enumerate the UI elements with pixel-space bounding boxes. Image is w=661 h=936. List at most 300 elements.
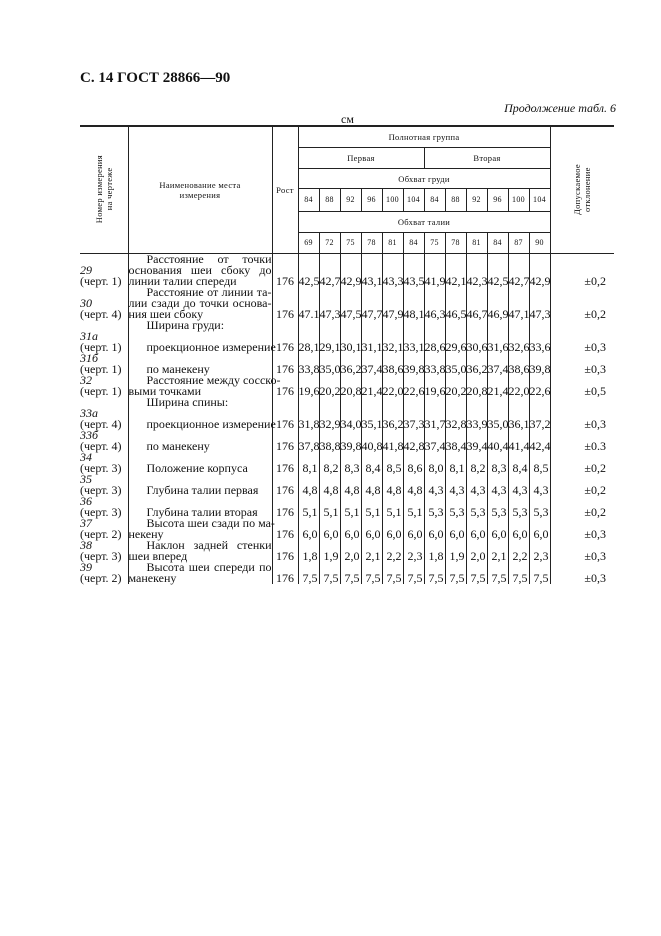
size-value: 5,3 xyxy=(424,496,445,518)
drawing-ref: (черт. 3) xyxy=(80,549,122,563)
size-value: 43,1 xyxy=(361,254,382,288)
size-value: 39,4 xyxy=(466,430,487,452)
table-row xyxy=(80,562,614,584)
size-value: 33,1 xyxy=(403,331,424,353)
deviation-value xyxy=(550,397,614,408)
chest-value: 84 xyxy=(424,189,445,212)
rost-value: 176 xyxy=(272,375,298,397)
measure-number: 30 xyxy=(80,296,92,310)
rost-value: 176 xyxy=(272,287,298,320)
header-group-second: Вторая xyxy=(424,148,550,169)
deviation-value: ±0,3 xyxy=(550,518,614,540)
size-value: 1,8 xyxy=(424,540,445,562)
measure-name-line: Глубина талии первая xyxy=(146,483,259,497)
rost-value xyxy=(272,320,298,331)
size-value: 47,5 xyxy=(340,287,361,320)
waist-value: 81 xyxy=(466,233,487,254)
size-value: 31,7 xyxy=(424,408,445,430)
size-value: 6,0 xyxy=(508,518,529,540)
drawing-ref: (черт. 4) xyxy=(80,307,122,321)
size-value: 8,2 xyxy=(319,452,340,474)
measure-number-cell xyxy=(80,353,128,375)
deviation-value: ±0,2 xyxy=(550,474,614,496)
size-value: 7,5 xyxy=(382,562,403,584)
size-value: 39,8 xyxy=(403,353,424,375)
table-row xyxy=(80,474,614,496)
measure-name-cell xyxy=(128,516,275,541)
measure-name-cell xyxy=(128,408,276,431)
measure-number-cell xyxy=(80,254,128,288)
header-group-first: Первая xyxy=(298,148,424,169)
rost-value: 176 xyxy=(272,562,298,584)
drawing-ref: (черт. 4) xyxy=(80,439,122,453)
waist-value: 78 xyxy=(445,233,466,254)
size-value: 6,0 xyxy=(445,518,466,540)
size-value: 20,8 xyxy=(340,375,361,397)
chest-value: 104 xyxy=(403,189,424,212)
size-value: 42,5 xyxy=(487,254,508,288)
size-value: 5,1 xyxy=(382,496,403,518)
table-row xyxy=(80,287,614,320)
drawing-ref: (черт. 2) xyxy=(80,527,122,541)
measure-name-cell xyxy=(128,452,272,474)
size-value: 8,0 xyxy=(424,452,445,474)
measure-name-cell xyxy=(128,474,272,496)
table-row xyxy=(80,353,614,375)
size-value: 4,8 xyxy=(361,474,382,496)
size-value: 6,0 xyxy=(466,518,487,540)
drawing-ref: (черт. 3) xyxy=(80,461,122,475)
size-value: 8,3 xyxy=(487,452,508,474)
size-value: 8,4 xyxy=(361,452,382,474)
measure-name-cell xyxy=(128,287,272,320)
size-value: 8,3 xyxy=(340,452,361,474)
size-value: 8,4 xyxy=(508,452,529,474)
measure-number-cell xyxy=(80,331,128,353)
size-value xyxy=(487,320,508,331)
size-value: 7,5 xyxy=(445,562,466,584)
chest-value: 96 xyxy=(361,189,382,212)
drawing-ref: (черт. 4) xyxy=(80,417,122,431)
measurements-table xyxy=(80,126,614,584)
measure-name-line: некену xyxy=(128,527,164,541)
size-value: 22,6 xyxy=(403,375,424,397)
size-value: 4,3 xyxy=(529,474,550,496)
drawing-ref: (черт. 3) xyxy=(80,505,122,519)
waist-value: 78 xyxy=(361,233,382,254)
size-value: 2,3 xyxy=(403,540,424,562)
size-value: 5,3 xyxy=(487,496,508,518)
drawing-ref: (черт. 1) xyxy=(80,340,122,354)
size-value xyxy=(319,397,340,408)
measure-name-cell xyxy=(128,540,272,562)
header-rost: Рост xyxy=(272,127,298,254)
size-value: 35,0 xyxy=(319,353,340,375)
measure-number-cell xyxy=(80,287,128,320)
unit-label: см xyxy=(341,112,354,126)
measure-name-line: Расстояние от линии та- xyxy=(146,285,272,299)
size-value: 4,3 xyxy=(466,474,487,496)
measure-number: 39 xyxy=(80,560,92,574)
size-value: 6,0 xyxy=(529,518,550,540)
size-value: 42,7 xyxy=(319,254,340,288)
table-row xyxy=(80,254,614,288)
size-value: 20,8 xyxy=(466,375,487,397)
size-value xyxy=(445,397,466,408)
size-value: 8,6 xyxy=(403,452,424,474)
waist-value: 84 xyxy=(487,233,508,254)
size-value: 8,2 xyxy=(466,452,487,474)
rost-value: 176 xyxy=(272,408,298,430)
measure-name-line: манекену xyxy=(128,571,177,585)
size-value xyxy=(424,397,445,408)
measure-number-cell xyxy=(80,540,128,562)
size-value: 6,0 xyxy=(319,518,340,540)
deviation-value: ±0,3 xyxy=(550,353,614,375)
size-value: 42,1 xyxy=(445,254,466,288)
table-row xyxy=(80,397,614,408)
measure-name-line: ния шеи сбоку xyxy=(128,307,204,321)
size-value: 42,9 xyxy=(340,254,361,288)
deviation-value: ±0,2 xyxy=(550,287,614,320)
size-value: 36,1 xyxy=(508,408,529,430)
drawing-ref: (черт. 1) xyxy=(80,384,122,398)
table-row xyxy=(80,452,614,474)
measure-name-line: Высота шеи сзади по ма- xyxy=(146,516,275,530)
measure-name-line: по манекену xyxy=(146,439,210,453)
size-value: 43,5 xyxy=(403,254,424,288)
rost-value: 176 xyxy=(272,331,298,353)
size-value: 5,1 xyxy=(361,496,382,518)
size-value: 6,0 xyxy=(424,518,445,540)
size-value: 32,1 xyxy=(382,331,403,353)
size-value: 42,7 xyxy=(508,254,529,288)
waist-value: 84 xyxy=(403,233,424,254)
table-row xyxy=(80,408,614,430)
measure-name-line: Положение корпуса xyxy=(146,461,248,475)
waist-value: 81 xyxy=(382,233,403,254)
size-value: 28,1 xyxy=(298,331,319,353)
size-value: 31,8 xyxy=(298,408,319,430)
rost-value: 176 xyxy=(272,254,298,288)
chest-value: 96 xyxy=(487,189,508,212)
size-value: 7,5 xyxy=(319,562,340,584)
deviation-value xyxy=(550,320,614,331)
measure-name-line: Расстояние между сосско- xyxy=(146,373,281,387)
measure-number: 31а xyxy=(80,329,98,343)
deviation-value: ±0,3 xyxy=(550,562,614,584)
rost-value: 176 xyxy=(272,430,298,452)
size-value: 31,6 xyxy=(487,331,508,353)
size-value: 37,4 xyxy=(424,430,445,452)
size-value: 42,3 xyxy=(466,254,487,288)
size-value: 37,2 xyxy=(529,408,550,430)
size-value xyxy=(403,397,424,408)
size-value: 2,2 xyxy=(508,540,529,562)
size-value: 2,1 xyxy=(361,540,382,562)
size-value: 22,0 xyxy=(382,375,403,397)
size-value: 47,3 xyxy=(529,287,550,320)
header-name: Наименование места измерения xyxy=(128,127,272,254)
table-header xyxy=(80,127,614,254)
size-value: 32,9 xyxy=(319,408,340,430)
size-value: 1,8 xyxy=(298,540,319,562)
size-value: 1,9 xyxy=(319,540,340,562)
size-value: 8,5 xyxy=(382,452,403,474)
deviation-value: ±0,3 xyxy=(550,331,614,353)
table-row xyxy=(80,496,614,518)
measure-name-line: Наклон задней стенки xyxy=(146,538,272,552)
waist-value: 75 xyxy=(424,233,445,254)
measure-number-cell xyxy=(80,562,128,584)
size-value: 4,3 xyxy=(424,474,445,496)
waist-value: 90 xyxy=(529,233,550,254)
size-value: 4,3 xyxy=(445,474,466,496)
table-row xyxy=(80,375,614,397)
size-value: 5,3 xyxy=(529,496,550,518)
size-value: 8,1 xyxy=(445,452,466,474)
table-row xyxy=(80,430,614,452)
size-value: 5,1 xyxy=(340,496,361,518)
measure-name-line: шеи вперед xyxy=(128,549,188,563)
measure-name-cell xyxy=(128,562,272,584)
measure-name-line: Ширина груди: xyxy=(146,318,225,332)
size-value: 34,0 xyxy=(340,408,361,430)
rost-value xyxy=(272,397,298,408)
size-value: 39,8 xyxy=(340,430,361,452)
measure-name-cell xyxy=(128,331,276,354)
rost-value: 176 xyxy=(272,540,298,562)
size-value: 21,4 xyxy=(361,375,382,397)
measure-name-line: основания шеи сбоку до xyxy=(128,263,272,277)
size-value xyxy=(340,397,361,408)
measure-name-line: проекционное измерение xyxy=(146,417,276,431)
size-value: 40,4 xyxy=(487,430,508,452)
size-value: 4,8 xyxy=(319,474,340,496)
drawing-ref: (черт. 1) xyxy=(80,362,122,376)
table-body xyxy=(80,254,614,585)
chest-value: 104 xyxy=(529,189,550,212)
drawing-ref: (черт. 2) xyxy=(80,571,122,585)
size-value xyxy=(466,320,487,331)
size-value: 37,4 xyxy=(361,353,382,375)
header-full-group: Полнотная группа xyxy=(298,127,550,148)
rost-value: 176 xyxy=(272,452,298,474)
size-value xyxy=(361,397,382,408)
chest-value: 88 xyxy=(445,189,466,212)
size-value: 42,4 xyxy=(529,430,550,452)
size-value: 2,0 xyxy=(466,540,487,562)
size-value: 4,8 xyxy=(382,474,403,496)
measure-name-cell xyxy=(128,320,272,331)
measure-name-line: лии сзади до точки основа- xyxy=(128,296,272,310)
header-deviation: Допускаемое отклонение xyxy=(572,163,593,215)
measure-number: 37 xyxy=(80,516,92,530)
measure-number-cell xyxy=(80,408,128,430)
size-value xyxy=(466,397,487,408)
size-value xyxy=(529,397,550,408)
measure-name-line: выми точками xyxy=(128,384,202,398)
chest-value: 88 xyxy=(319,189,340,212)
size-value: 32,8 xyxy=(445,408,466,430)
size-value: 40,8 xyxy=(361,430,382,452)
chest-value: 84 xyxy=(298,189,319,212)
size-value: 47.1 xyxy=(298,287,319,320)
measure-number-cell xyxy=(80,474,128,496)
rost-value: 176 xyxy=(272,474,298,496)
deviation-value: ±0.3 xyxy=(550,430,614,452)
header-chest: Обхват груди xyxy=(298,169,550,189)
measure-name-cell xyxy=(128,397,272,408)
size-value: 5,3 xyxy=(445,496,466,518)
size-value: 33,8 xyxy=(298,353,319,375)
measure-name-line: проекционное измерение xyxy=(146,340,276,354)
measure-name-cell xyxy=(128,496,272,518)
table-row xyxy=(80,331,614,353)
rost-value: 176 xyxy=(272,496,298,518)
size-value: 21,4 xyxy=(487,375,508,397)
size-value xyxy=(361,320,382,331)
header-number: Номер измерения на чертеже xyxy=(93,154,114,224)
size-value: 6,0 xyxy=(487,518,508,540)
size-value: 8,5 xyxy=(529,452,550,474)
waist-value: 72 xyxy=(319,233,340,254)
size-value: 32,6 xyxy=(508,331,529,353)
size-value: 41,4 xyxy=(508,430,529,452)
size-value xyxy=(424,320,445,331)
waist-value: 75 xyxy=(340,233,361,254)
size-value xyxy=(319,320,340,331)
size-value: 4,8 xyxy=(403,474,424,496)
size-value: 35,0 xyxy=(487,408,508,430)
measure-number: 38 xyxy=(80,538,92,552)
size-value: 20,2 xyxy=(319,375,340,397)
size-value: 38,4 xyxy=(445,430,466,452)
size-value: 43,3 xyxy=(382,254,403,288)
measure-name-cell xyxy=(128,353,272,375)
size-value: 4,8 xyxy=(298,474,319,496)
chest-value: 100 xyxy=(382,189,403,212)
size-value: 46,9 xyxy=(487,287,508,320)
deviation-value: ±0,2 xyxy=(550,254,614,288)
size-value: 33,8 xyxy=(424,353,445,375)
size-value: 5,1 xyxy=(298,496,319,518)
measure-number-cell xyxy=(80,518,128,540)
size-value: 41,9 xyxy=(424,254,445,288)
header-waist: Обхват талии xyxy=(298,212,550,233)
size-value: 2,0 xyxy=(340,540,361,562)
size-value: 46,7 xyxy=(466,287,487,320)
size-value: 7,5 xyxy=(340,562,361,584)
size-value: 7,5 xyxy=(403,562,424,584)
measure-name-cell xyxy=(128,373,281,398)
size-value: 46,5 xyxy=(445,287,466,320)
size-value: 35,1 xyxy=(361,408,382,430)
size-value: 42,5 xyxy=(298,254,319,288)
deviation-value: ±0,5 xyxy=(550,375,614,397)
size-value: 39,8 xyxy=(529,353,550,375)
measure-name-cell xyxy=(128,254,272,288)
size-value: 2,1 xyxy=(487,540,508,562)
size-value: 37,4 xyxy=(487,353,508,375)
size-value: 5,3 xyxy=(508,496,529,518)
continuation-label: Продолжение табл. 6 xyxy=(504,101,616,115)
measure-number: 32 xyxy=(80,373,92,387)
size-value: 19,6 xyxy=(298,375,319,397)
table-row xyxy=(80,518,614,540)
size-value: 4,3 xyxy=(508,474,529,496)
size-value: 38,6 xyxy=(382,353,403,375)
size-value: 4,8 xyxy=(340,474,361,496)
measure-name-cell xyxy=(128,430,272,452)
size-value: 37,3 xyxy=(403,408,424,430)
size-value: 36,2 xyxy=(466,353,487,375)
size-value: 6,0 xyxy=(361,518,382,540)
size-value: 38,8 xyxy=(319,430,340,452)
size-value: 47,1 xyxy=(508,287,529,320)
size-value: 7,5 xyxy=(508,562,529,584)
size-value: 1,9 xyxy=(445,540,466,562)
measure-number-cell xyxy=(80,496,128,518)
size-value: 6,0 xyxy=(403,518,424,540)
size-value: 47,3 xyxy=(319,287,340,320)
size-value: 37,8 xyxy=(298,430,319,452)
size-value: 46,3 xyxy=(424,287,445,320)
measure-number: 33а xyxy=(80,406,98,420)
size-value: 36,2 xyxy=(382,408,403,430)
size-value xyxy=(487,397,508,408)
measure-name-line: Высота шеи спереди по xyxy=(146,560,272,574)
size-value: 42,8 xyxy=(403,430,424,452)
size-value: 47,9 xyxy=(382,287,403,320)
size-value: 22,6 xyxy=(529,375,550,397)
size-value: 29,1 xyxy=(319,331,340,353)
rost-value: 176 xyxy=(272,353,298,375)
size-value: 22,0 xyxy=(508,375,529,397)
size-value: 7,5 xyxy=(529,562,550,584)
deviation-value: ±0,3 xyxy=(550,408,614,430)
deviation-value: ±0,3 xyxy=(550,540,614,562)
size-value: 7,5 xyxy=(424,562,445,584)
chest-value: 100 xyxy=(508,189,529,212)
measure-number: 34 xyxy=(80,450,92,464)
size-value: 5,1 xyxy=(319,496,340,518)
measure-number: 29 xyxy=(80,263,92,277)
size-value: 7,5 xyxy=(487,562,508,584)
table-row xyxy=(80,320,614,331)
size-value: 7,5 xyxy=(298,562,319,584)
header-number-cell xyxy=(80,127,128,254)
size-value: 7,5 xyxy=(466,562,487,584)
measure-number: 36 xyxy=(80,494,92,508)
size-value: 20,2 xyxy=(445,375,466,397)
measure-number: 31б xyxy=(80,351,99,365)
size-value: 7,5 xyxy=(361,562,382,584)
size-value xyxy=(403,320,424,331)
size-value: 19,6 xyxy=(424,375,445,397)
size-value xyxy=(340,320,361,331)
size-value: 38,6 xyxy=(508,353,529,375)
size-value: 5,3 xyxy=(466,496,487,518)
page-header: С. 14 ГОСТ 28866—90 xyxy=(80,70,231,86)
size-value xyxy=(298,320,319,331)
measure-number-cell xyxy=(80,430,128,452)
size-value: 33,6 xyxy=(529,331,550,353)
size-value: 31,1 xyxy=(361,331,382,353)
size-value: 6,0 xyxy=(298,518,319,540)
size-value xyxy=(298,397,319,408)
size-value xyxy=(508,320,529,331)
